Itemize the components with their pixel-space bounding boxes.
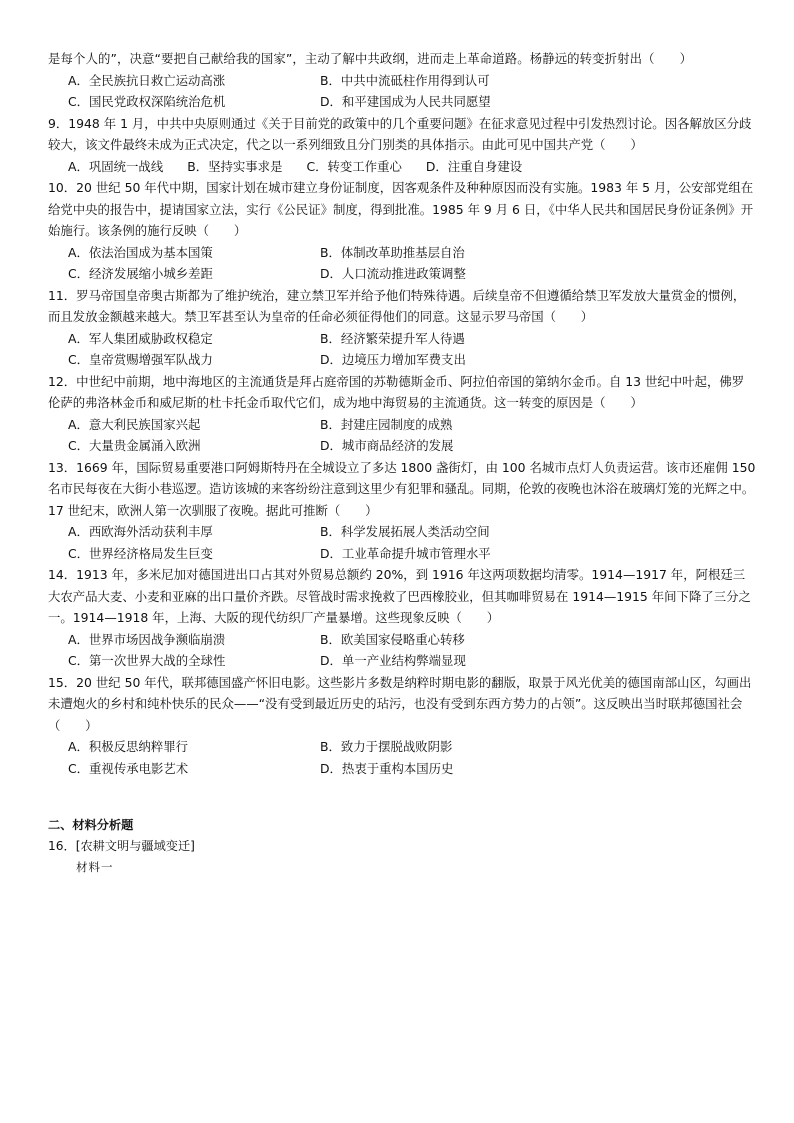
q11-option-c[interactable]: C．皇帝赏赐增强军队战力 — [68, 352, 213, 367]
q11-option-b[interactable]: B．经济繁荣提升军人待遇 — [320, 330, 465, 346]
question-13-options — [48, 521, 756, 564]
q15-option-b[interactable]: B．致力于摆脱战败阴影 — [320, 739, 453, 754]
q10-option-a[interactable]: A．依法治国成为基本国策 — [68, 244, 213, 260]
question-9-options — [48, 156, 756, 178]
question-14-stem: 14．1913 年，多米尼加对德国进出口占其对外贸易总额约 20%，到 1916 年这两项数据均清零。1914—1917 年，阿根廷三大农产品大麦、小麦和亚麻的出口量价齐跌。尽管战时需求挽救了巴西橡胶业，但其咖啡贸易在 1914—1915 年间下降了三分之一。1914—1918 年，上海、大阪的现代纺织厂产量暴增。这些现象反映（ ） — [48, 567, 751, 625]
q11-option-a[interactable]: A．军人集团威胁政权稳定 — [68, 330, 213, 346]
q15-option-a[interactable]: A．积极反思纳粹罪行 — [68, 739, 188, 754]
q12-option-a[interactable]: A．意大利民族国家兴起 — [68, 416, 201, 432]
material-1-label: 材料一 — [76, 860, 114, 874]
question-9-stem: 9．1948 年 1 月，中共中央原则通过《关于目前党的政策中的几个重要问题》在征求意见过程中引发热烈讨论。因各解放区分歧较大，该文件最终未成为正式决定，代之以一系列细致且分门别类的具体指示。由此可见中国共产党（ ） — [48, 115, 752, 152]
q14-option-b[interactable]: B．欧美国家侵略重心转移 — [320, 631, 465, 647]
q8-option-d[interactable]: D．和平建国成为人民共同愿望 — [320, 94, 491, 109]
question-10-options — [48, 242, 756, 285]
question-15-options — [48, 736, 756, 779]
q13-option-b[interactable]: B．科学发展拓展人类活动空间 — [320, 524, 490, 539]
question-14-options — [48, 629, 756, 672]
q9-option-a[interactable]: A．巩固统一战线 — [68, 158, 164, 174]
q14-option-c[interactable]: C．第一次世界大战的全球性 — [68, 653, 226, 668]
q10-option-b[interactable]: B．体制改革助推基层自治 — [320, 244, 465, 260]
question-10-stem: 10．20 世纪 50 年代中期，国家计划在城市建立身份证制度，因客观条件及种种原因而没有实施。1983 年 5 月，公安部党组在给党中央的报告中，提请国家立法，实行《公民证》制度，得到批准。1985 年 9 月 6 日，《中华人民共和国居民身份证条例》开始施行。该条例的施行反映（ ） — [48, 180, 754, 238]
q13-option-d[interactable]: D．工业革命提升城市管理水平 — [320, 545, 491, 561]
q8-option-b[interactable]: B．中共中流砥柱作用得到认可 — [320, 72, 490, 88]
q10-option-c[interactable]: C．经济发展缩小城乡差距 — [68, 266, 213, 281]
q9-option-d[interactable]: D．注重自身建设 — [425, 158, 523, 174]
question-15-stem: 15．20 世纪 50 年代，联邦德国盛产怀旧电影。这些影片多数是纳粹时期电影的翻版，取景于风光优美的德国南部山区，勾画出未遭炮火的乡村和纯朴快乐的民众——“没有受到最近历史的玷污，也没有受到东西方势力的占领”。这反映出当时联邦德国社会（ ） — [48, 674, 752, 733]
question-11-stem: 11．罗马帝国皇帝奥古斯都为了维护统治，建立禁卫军并给予他们特殊待遇。后续皇帝不但遵循给禁卫军发放大量赏金的惯例，而且发放金额越来越大。禁卫军甚至认为皇帝的任命必须征得他们的同意。这显示罗马帝国（ ） — [48, 287, 746, 324]
q12-option-d[interactable]: D．城市商品经济的发展 — [320, 438, 454, 453]
q10-option-d[interactable]: D．人口流动推进政策调整 — [320, 266, 466, 281]
q14-option-a[interactable]: A．世界市场因战争濒临崩溃 — [68, 631, 226, 647]
question-12-options — [48, 414, 756, 457]
question-12-stem: 12．中世纪中前期，地中海地区的主流通货是拜占庭帝国的苏勒德斯金币、阿拉伯帝国的第纳尔金币。自 13 世纪中叶起，佛罗伦萨的弗洛林金币和威尼斯的杜卡托金币取代它们，成为地中海贸易的主流通货。这一转变的原因是（ ） — [48, 373, 745, 410]
q12-option-b[interactable]: B．封建庄园制度的成熟 — [320, 416, 453, 432]
exam-page — [48, 48, 756, 877]
question-16-title: 16．[农耕文明与疆域变迁] — [48, 839, 195, 853]
q8-option-c[interactable]: C．国民党政权深陷统治危机 — [68, 94, 226, 109]
q13-option-c[interactable]: C．世界经济格局发生巨变 — [68, 545, 213, 561]
question-11-options — [48, 328, 756, 371]
question-8-tail: 是每个人的”，决意“要把自己献给我的国家”，主动了解中共政纲，进而走上革命道路。杨静远的转变折射出（ ） — [48, 51, 693, 66]
q9-option-c[interactable]: C．转变工作重心 — [306, 158, 402, 174]
q11-option-d[interactable]: D．边境压力增加军费支出 — [320, 352, 466, 367]
q15-option-c[interactable]: C．重视传承电影艺术 — [68, 760, 189, 776]
section-2-heading: 二、材料分析题 — [48, 818, 134, 832]
q14-option-d[interactable]: D．单一产业结构弊端显现 — [320, 653, 466, 668]
question-8-options — [48, 70, 756, 113]
q13-option-a[interactable]: A．西欧海外活动获利丰厚 — [68, 524, 213, 539]
question-13-stem: 13．1669 年，国际贸易重要港口阿姆斯特丹在全城设立了多达 1800 盏街灯，由 100 名城市点灯人负责运营。该市还雇佣 150 名市民每夜在大街小巷巡逻。造访该城的来客纷纷注意到这里少有犯罪和骚乱。同期，伦敦的夜晚也沐浴在玻璃灯笼的光辉之中。17 世纪末，欧洲人第一次驯服了夜晚。据此可推断（ ） — [48, 459, 756, 518]
q8-option-a[interactable]: A．全民族抗日救亡运动高涨 — [68, 72, 226, 88]
q15-option-d[interactable]: D．热衷于重构本国历史 — [320, 760, 454, 776]
q12-option-c[interactable]: C．大量贵金属涌入欧洲 — [68, 438, 201, 453]
q9-option-b[interactable]: B．坚持实事求是 — [187, 158, 283, 174]
